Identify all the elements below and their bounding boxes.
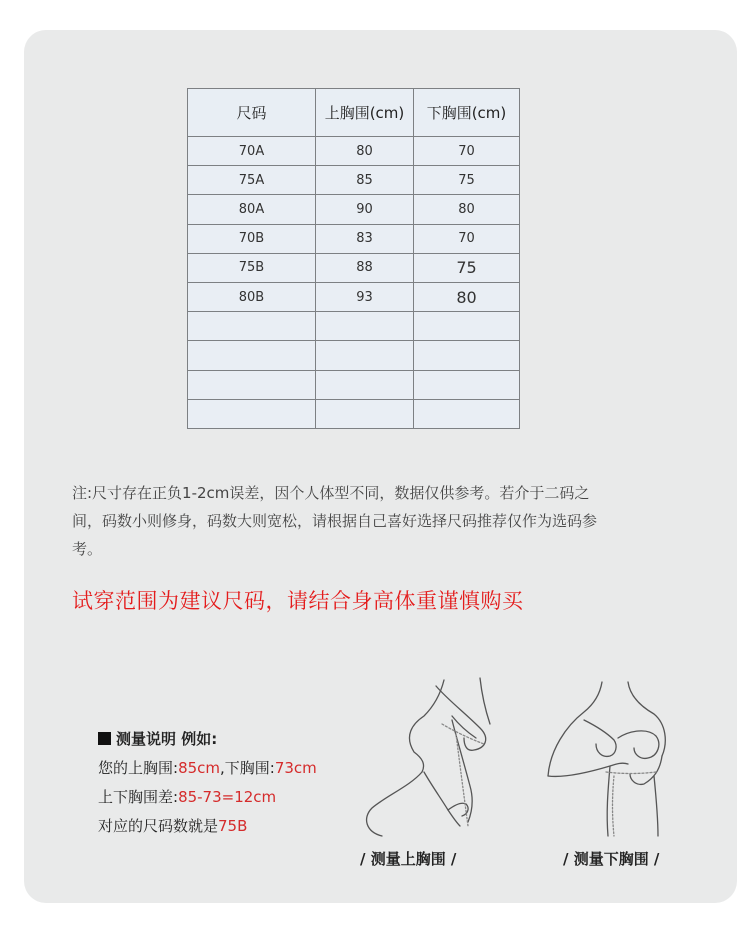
measure-title-text: 测量说明 例如: <box>116 730 218 748</box>
caption-under-bust: / 测量下胸围 / <box>563 850 660 868</box>
caption-upper-bust: / 测量上胸围 / <box>360 850 457 868</box>
table-row <box>188 282 520 311</box>
cell-size <box>188 312 316 341</box>
measure-line-3 <box>98 812 317 841</box>
cell-size: 80A <box>188 195 316 224</box>
cell-lower: 80 <box>414 195 520 224</box>
cell-upper: 93 <box>316 282 414 311</box>
cell-upper: 80 <box>316 137 414 166</box>
table-row <box>188 341 520 370</box>
cell-upper: 90 <box>316 195 414 224</box>
cell-upper: 88 <box>316 253 414 282</box>
cell-lower <box>414 341 520 370</box>
cell-size: 75B <box>188 253 316 282</box>
table-row <box>188 370 520 399</box>
table-row <box>188 224 520 253</box>
cell-size: 80B <box>188 282 316 311</box>
table-row <box>188 166 520 195</box>
measure-instructions <box>98 725 317 841</box>
measure-line-1 <box>98 754 317 783</box>
value-diff: 85-73=12cm <box>178 788 277 806</box>
cell-size: 70A <box>188 137 316 166</box>
measure-title <box>98 725 317 754</box>
cell-size <box>188 341 316 370</box>
table-row <box>188 195 520 224</box>
purchase-warning: 试穿范围为建议尺码，请结合身高体重谨慎购买 <box>72 589 524 613</box>
cell-lower: 70 <box>414 137 520 166</box>
cell-lower <box>414 370 520 399</box>
table-row <box>188 253 520 282</box>
cell-lower: 70 <box>414 224 520 253</box>
under-bust-figure-icon <box>544 680 694 838</box>
label-upper: 您的上胸围: <box>98 759 179 777</box>
label-diff: 上下胸围差: <box>98 788 179 806</box>
value-result: 75B <box>218 817 248 835</box>
value-lower: 73cm <box>274 759 317 777</box>
cell-size: 75A <box>188 166 316 195</box>
cell-upper: 83 <box>316 224 414 253</box>
label-result: 对应的尺码数就是 <box>98 817 219 835</box>
table-row <box>188 137 520 166</box>
header-under-bust: 下胸围(cm) <box>414 89 520 137</box>
label-lower: ,下胸围: <box>220 759 275 777</box>
cell-size <box>188 399 316 428</box>
value-upper: 85cm <box>178 759 221 777</box>
cell-size: 70B <box>188 224 316 253</box>
header-upper-bust: 上胸围(cm) <box>316 89 414 137</box>
table-row <box>188 312 520 341</box>
header-size: 尺码 <box>188 89 316 137</box>
table-row <box>188 399 520 428</box>
cell-size <box>188 370 316 399</box>
table-header-row <box>188 89 520 137</box>
cell-lower: 80 <box>414 282 520 311</box>
cell-lower: 75 <box>414 166 520 195</box>
size-note: 注:尺寸存在正负1-2cm误差，因个人体型不同，数据仅供参考。若介于二码之间，码数小则修身，码数大则宽松，请根据自己喜好选择尺码推荐仅作为选码参考。 <box>72 484 598 558</box>
measure-line-2 <box>98 783 317 812</box>
cell-upper <box>316 370 414 399</box>
cell-upper: 85 <box>316 166 414 195</box>
cell-lower <box>414 399 520 428</box>
cell-upper <box>316 312 414 341</box>
square-bullet-icon <box>98 732 111 745</box>
cell-lower: 75 <box>414 253 520 282</box>
size-table <box>187 88 520 429</box>
upper-bust-figure-icon <box>352 676 512 838</box>
cell-upper <box>316 341 414 370</box>
cell-upper <box>316 399 414 428</box>
cell-lower <box>414 312 520 341</box>
